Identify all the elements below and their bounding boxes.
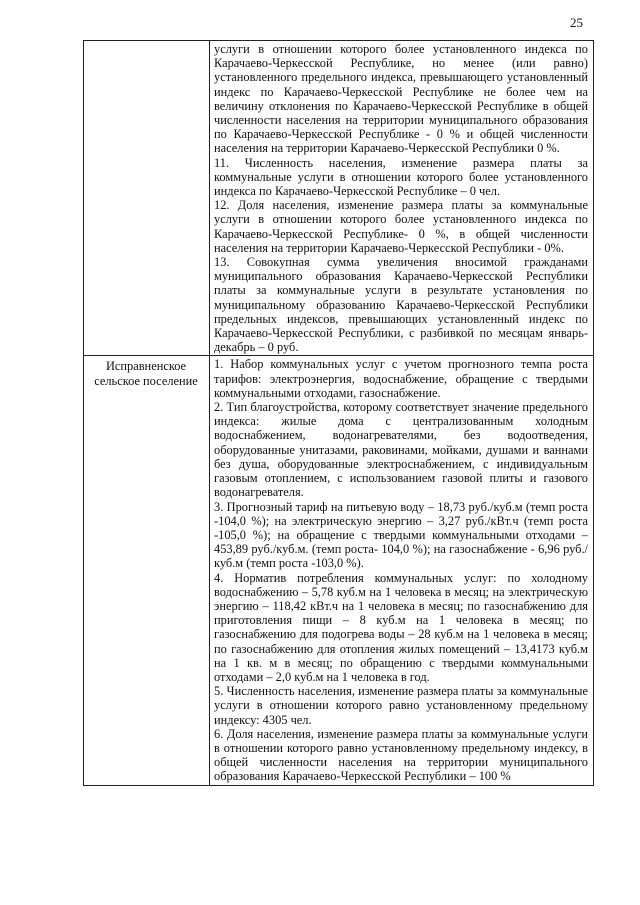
paragraph: 2. Тип благоустройства, которому соответствует значение предельного индекса: жилые дома с централизованным холодным водоснабжением, водонагревателями, без водоотведения, оборудованные унитазами, раковинами, мойками, душами и ваннами без душа, оборудованные электроснабжением, с индивидуальным газовым отоплением, с использованием газовой плиты и газового водонагревателя. xyxy=(214,400,588,500)
paragraph: услуги в отношении которого более установленного индекса по Карачаево-Черкесской Республике, но менее (или равно) установленного предельного индекса, превышающего установленный индекс по Карачаево-Черкесской Республике не более чем на величину отклонения по Карачаево-Черкесской Республике в общей численности населения на территории муниципального образования по Карачаево-Черкесской Республике - 0 % и общей численности населения на территории Карачаево-Черкесской Республики 0 %. xyxy=(214,42,588,156)
page-number: 25 xyxy=(570,15,583,30)
paragraph: 3. Прогнозный тариф на питьевую воду – 18,73 руб./куб.м (темп роста -104,0 %); на электрическую энергию – 3,27 руб./кВт.ч (темп роста -105,0 %); на обращение с твердыми коммунальными отходами – 453,89 руб./куб.м. (темп роста- 104,0 %); на газоснабжение - 6,96 руб./куб.м (темп роста -103,0 %). xyxy=(214,499,588,571)
document-table xyxy=(83,40,594,786)
table-row xyxy=(84,41,594,356)
paragraph: 13. Совокупная сумма увеличения вносимой гражданами муниципального образования Карачаево-Черкесской Республики платы за коммунальные услуги в результате установления по муниципальному образованию Карачаево-Черкесской Республики предельных индексов, превышающих установленный индекс по Карачаево-Черкесской Республики, с разбивкой по месяцам январь-декабрь – 0 руб. xyxy=(214,255,588,355)
row-label-cell: Исправненское сельское поселение xyxy=(84,356,210,785)
row-content-cell xyxy=(210,356,594,785)
row-content-cell xyxy=(210,41,594,356)
paragraph: 11. Численность населения, изменение размера платы за коммунальные услуги в отношении которого более установленного индекса по Карачаево-Черкесской Республике – 0 чел. xyxy=(214,155,588,199)
paragraph: 6. Доля населения, изменение размера платы за коммунальные услуги в отношении которого равно установленному предельному индексу, в общей численности населения на территории муниципального образования Карачаево-Черкесской Республики – 100 % xyxy=(214,726,588,784)
row-label-cell xyxy=(84,41,210,356)
paragraph: 12. Доля населения, изменение размера платы за коммунальные услуги в отношении которого более установленного индекса по Карачаево-Черкесской Республике- 0 %, в общей численности населения на территории Карачаево-Черкесской Республики - 0%. xyxy=(214,198,588,255)
paragraph: 4. Норматив потребления коммунальных услуг: по холодному водоснабжению – 5,78 куб.м на 1 человека в месяц; на электрическую энергию – 118,42 кВт.ч на 1 человека в месяц; по газоснабжению для приготовления пищи – 8 куб.м на 1 человека в месяц; по газоснабжению для подогрева воды – 28 куб.м на 1 человека в месяц; по газоснабжению для отопления жилых помещений – 13,4173 куб.м на 1 кв. м в месяц; по обращению с твердыми коммунальными отходами – 2,0 куб.м на 1 человека в год. xyxy=(214,570,588,684)
paragraph: 1. Набор коммунальных услуг с учетом прогнозного темпа роста тарифов: электроэнергия, водоснабжение, обращение с твердыми коммунальными отходами, газоснабжение. xyxy=(214,357,588,400)
table-row xyxy=(84,356,594,785)
paragraph: 5. Численность населения, изменение размера платы за коммунальные услуги в отношении которого равно установленному предельному индексу: 4305 чел. xyxy=(214,684,588,727)
